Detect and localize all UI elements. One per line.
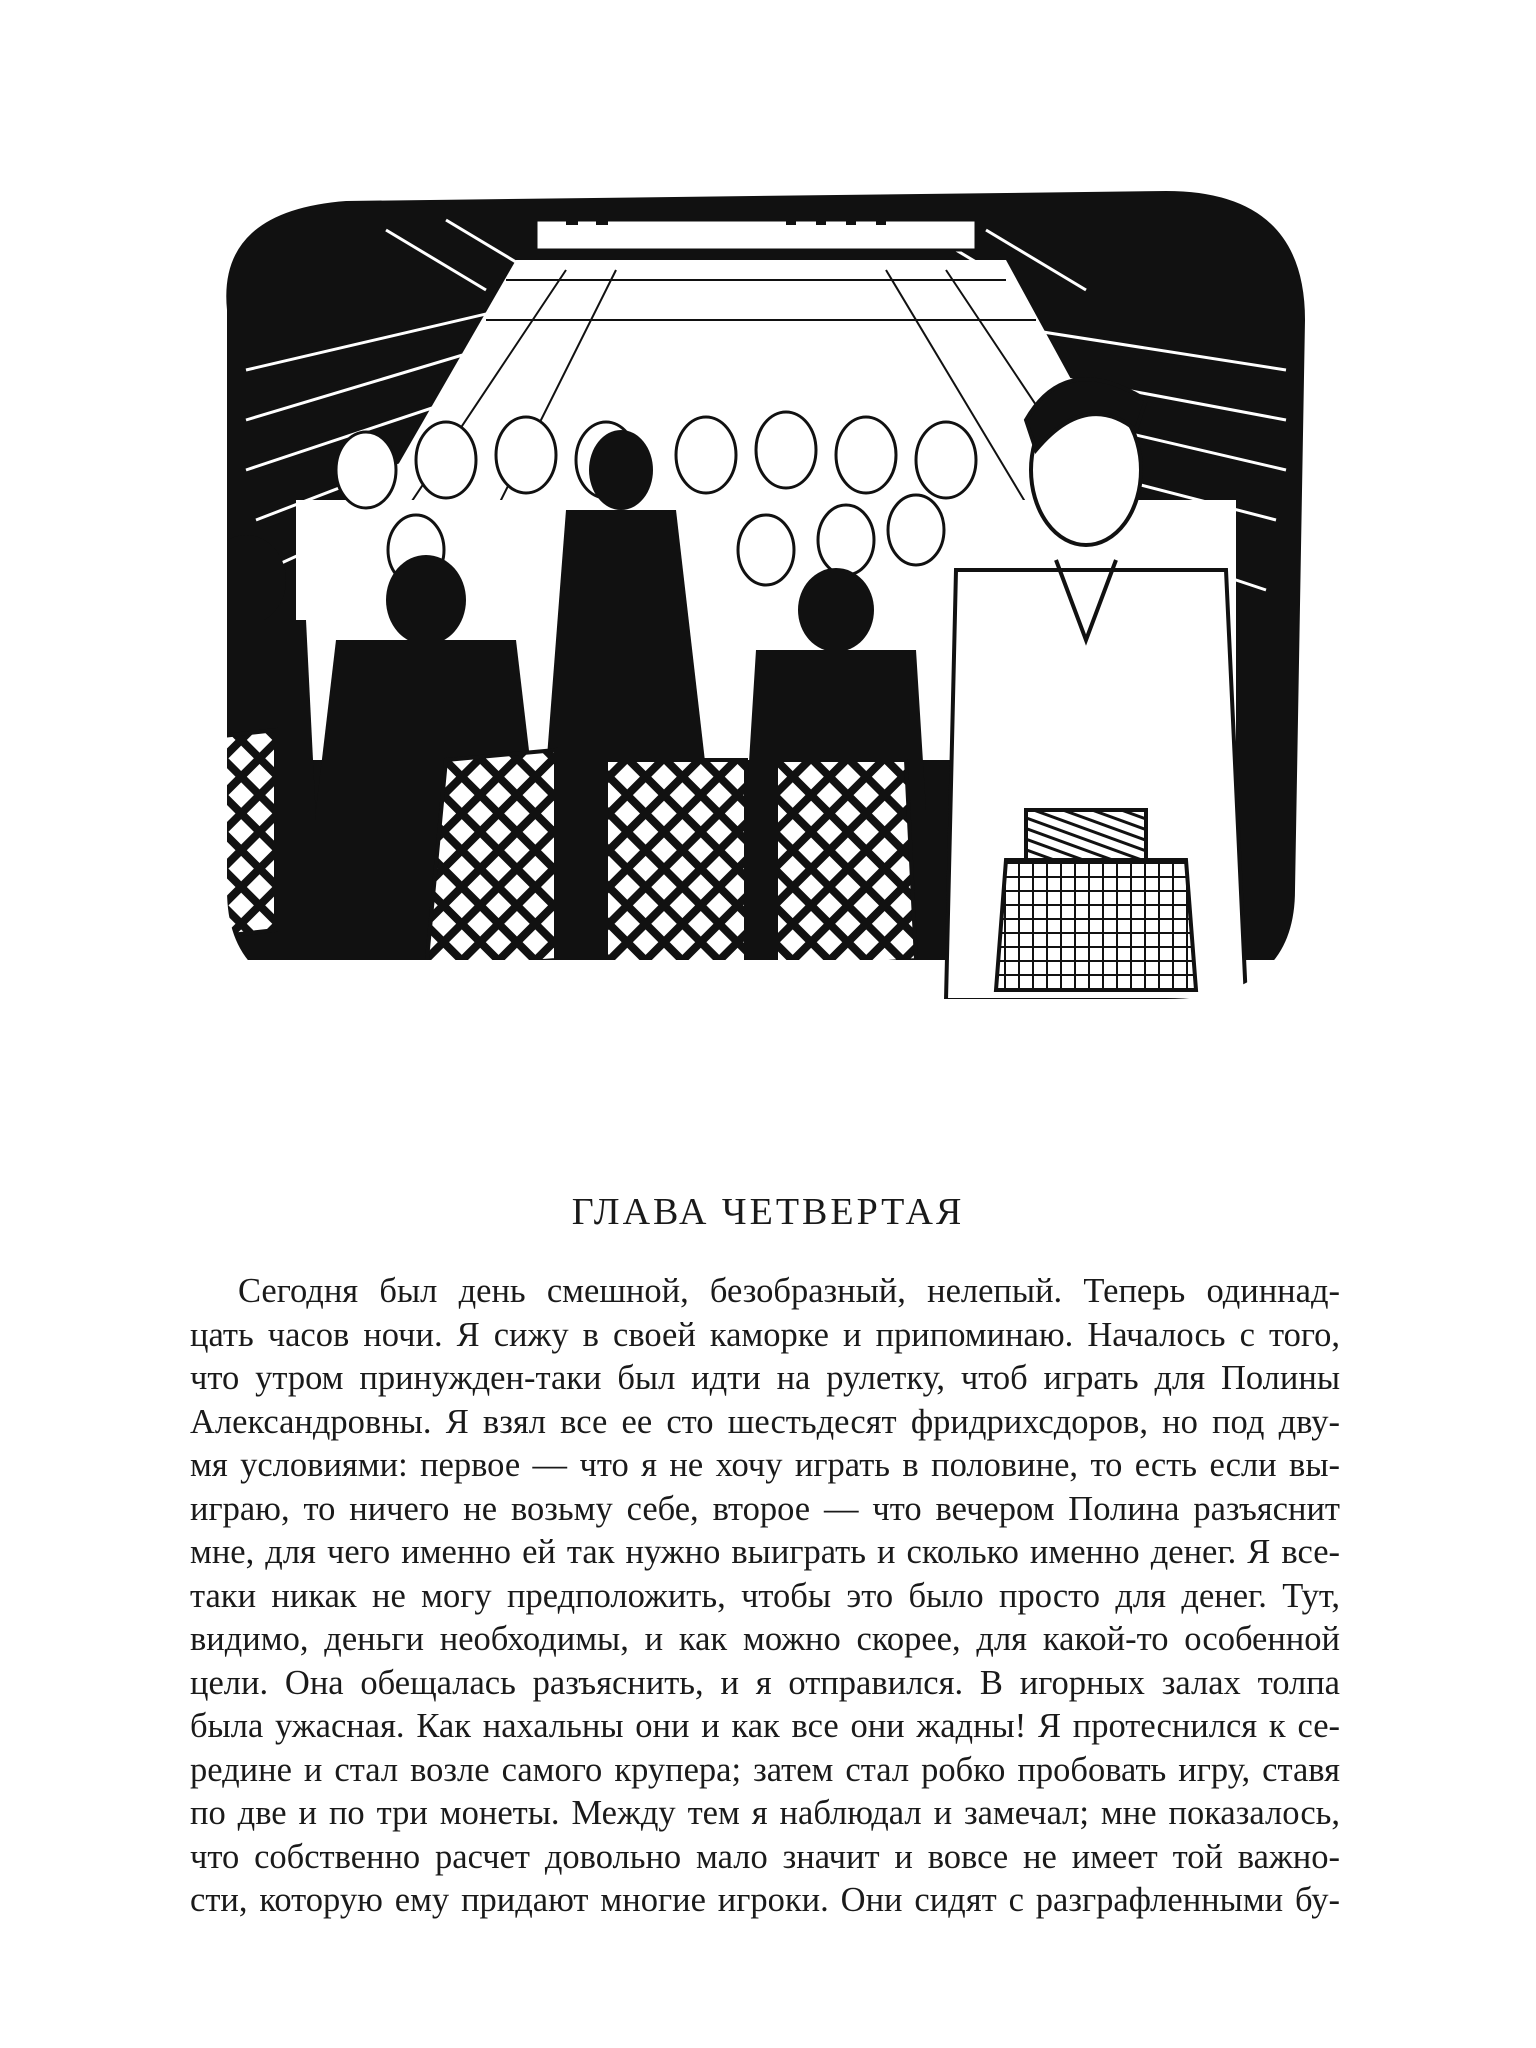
text-line: редине и стал возле самого крупера; затем стал робко пробовать игру, ставя [190,1750,1340,1789]
text-line: таки никак не могу предположить, чтобы это было просто для денег. Тут, [190,1576,1340,1615]
text-line: цать часов ночи. Я сижу в своей каморке и припоминаю. Началось с того, [190,1315,1340,1354]
text-line: играю, то ничего не возьму себе, второе — что вечером Полина разъяснит [190,1489,1340,1528]
chapter-illustration [186,170,1328,1026]
text-line: что собственно расчет довольно мало значит и вовсе не имеет той важно- [190,1837,1340,1876]
text-line: что утром принужден-таки был идти на рулетку, чтоб играть для Полины [190,1359,1340,1397]
engraving-svg [186,170,1328,1026]
text-line: Александровны. Я взял все ее сто шестьдесят фридрихсдоров, но под дву- [190,1402,1340,1441]
chapter-title: ГЛАВА ЧЕТВЕРТАЯ [571,1191,965,1233]
plaid-cloth [996,860,1196,990]
text-line: мя условиями: первое — что я не хочу играть в половине, то есть если вы- [190,1446,1340,1484]
text-line: по две и по три монеты. Между тем я наблюдал и замечал; мне показалось, [190,1794,1340,1832]
text-line: Сегодня был день смешной, безобразный, нелепый. Теперь одиннад- [238,1272,1340,1310]
chapter-body [190,1270,1340,1923]
text-line: сти, которую ему придают многие игроки. Они сидят с разграфленными бу- [190,1881,1340,1919]
text-line: цели. Она обещалась разъяснить, и я отправился. В игорных залах толпа [190,1663,1340,1702]
text-line: мне, для чего именно ей так нужно выиграть и сколько именно денег. Я все- [190,1533,1340,1571]
text-line: была ужасная. Как нахальны они и как все они жадны! Я протеснился к се- [190,1707,1340,1745]
text-line: видимо, деньги необходимы, и как можно скорее, для какой-то особенной [190,1620,1340,1658]
